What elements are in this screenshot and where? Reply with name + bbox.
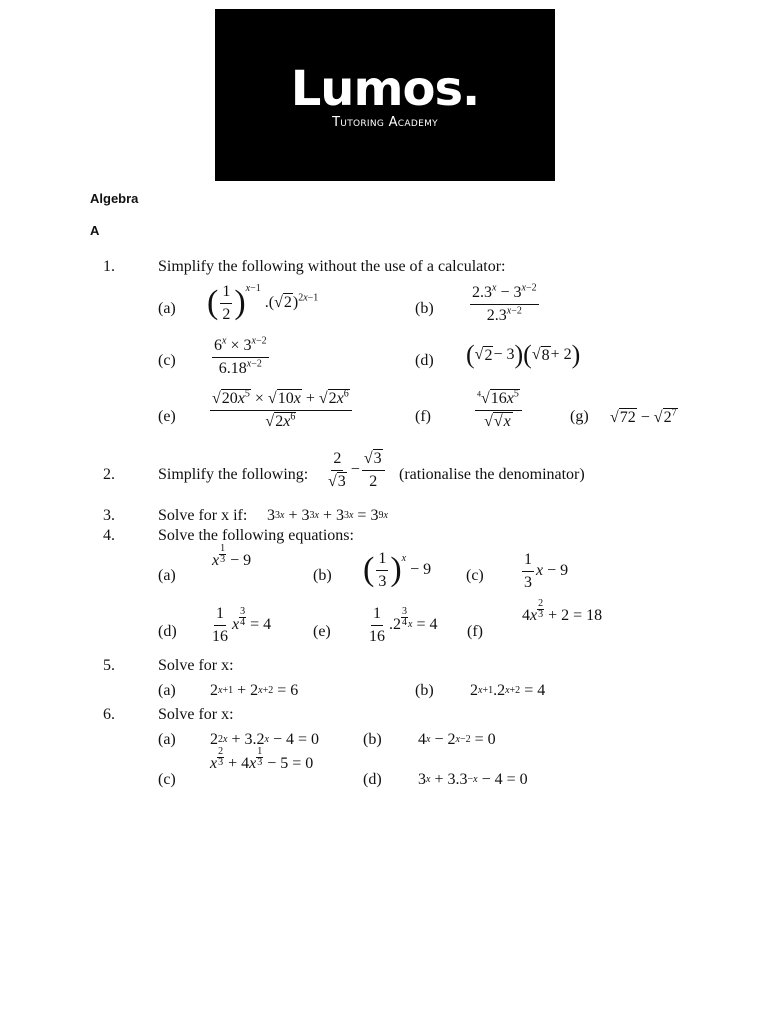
- q6-text: Solve for x:: [158, 706, 234, 723]
- q1g-label: (g): [570, 408, 589, 425]
- q1a-label: (a): [158, 300, 176, 317]
- q4-number: 4.: [103, 527, 115, 544]
- q5b-expression: 2 x+1 .2 x+2 = 4: [470, 682, 546, 699]
- q1a-expression: ( $\frac{1}{2}$ ) x−1 $.(√2)^{2x-1}$: [207, 283, 319, 323]
- q2-text: Simplify the following:: [158, 466, 309, 483]
- q4d-expression: $\frac{1}{16}$ x 3 4 = 4: [212, 605, 272, 645]
- q4c-expression: $\frac{1}{3}$ x − 9: [524, 551, 569, 591]
- q6a-label: (a): [158, 731, 176, 748]
- q1c-expression: $\frac{6^x \times 3^{x-2}}{6.18^{x-2}}$: [214, 335, 267, 377]
- q5-text: Solve for x:: [158, 657, 234, 674]
- sub-title: A: [90, 223, 100, 238]
- q1d-expression: ( √ 2 − 3 ) ( √ 8 + 2 ): [466, 340, 581, 369]
- q1f-expression: $\frac{^4√16x^5}{√√x}$: [473, 390, 524, 430]
- q1c-label: (c): [158, 352, 176, 369]
- q1b-expression: $\frac{2.3^x - 3^{x-2}}{2.3^{x-2}}$: [472, 282, 537, 324]
- q6-number: 6.: [103, 706, 115, 723]
- logo-tagline: Tutoring Academy: [332, 115, 438, 130]
- q6a-expression: 2 2x + 3.2 x − 4 = 0: [210, 731, 319, 748]
- q1e-label: (e): [158, 408, 176, 425]
- q4e-label: (e): [313, 623, 331, 640]
- section-title: Algebra: [90, 191, 139, 206]
- q4b-expression: ( $\frac{1}{3}$ ) x − 9: [363, 550, 432, 590]
- q4f-label: (f): [467, 623, 483, 640]
- q6c-expression: x 2 3 + 4 x 1 3 − 5 = 0: [210, 745, 314, 772]
- q4a-label: (a): [158, 567, 176, 584]
- q6d-expression: 3 x + 3.3 −x − 4 = 0: [418, 771, 528, 788]
- q6d-label: (d): [363, 771, 382, 788]
- lumos-logo: [215, 9, 555, 181]
- q6c-label: (c): [158, 771, 176, 788]
- q5a-label: (a): [158, 682, 176, 699]
- q3-number: 3.: [103, 507, 115, 524]
- q5-number: 5.: [103, 657, 115, 674]
- q1b-label: (b): [415, 300, 434, 317]
- q6b-label: (b): [363, 731, 382, 748]
- q4e-expression: $\frac{1}{16}$ .2 3 4 x = 4: [369, 605, 438, 645]
- q1-number: 1.: [103, 258, 115, 275]
- q1g-expression: √ 72 − √ $2^7$: [610, 407, 677, 426]
- q5b-label: (b): [415, 682, 434, 699]
- q2-expression: $\frac{2}{√3}$ − $\frac{√3}{2}$: [324, 450, 387, 490]
- q4c-label: (c): [466, 567, 484, 584]
- logo-brand: Lumos.: [290, 61, 480, 117]
- q4a-expression: x 1 3 − 9: [212, 542, 252, 569]
- q3-text: Solve for x if:: [158, 507, 248, 524]
- q4f-expression: 4 x 2 3 + 2 = 18: [522, 597, 603, 624]
- q5a-expression: 2 x+1 + 2 x+2 = 6: [210, 682, 299, 699]
- q2-note: (rationalise the denominator): [399, 466, 585, 483]
- q4-text: Solve the following equations:: [158, 527, 354, 544]
- q4d-label: (d): [158, 623, 177, 640]
- q6b-expression: 4 x − 2 x−2 = 0: [418, 731, 496, 748]
- q1d-label: (d): [415, 352, 434, 369]
- q3-expression: 3 3x + 3 3x + 3 3x = 3 9x: [267, 507, 388, 524]
- q1e-expression: $\frac{√20x^5 \times √10x + √2x^6}{√2x^6}$: [208, 390, 354, 430]
- q4b-label: (b): [313, 567, 332, 584]
- q1-text: Simplify the following without the use of a calculator:: [158, 258, 506, 275]
- q2-number: 2.: [103, 466, 115, 483]
- q1f-label: (f): [415, 408, 431, 425]
